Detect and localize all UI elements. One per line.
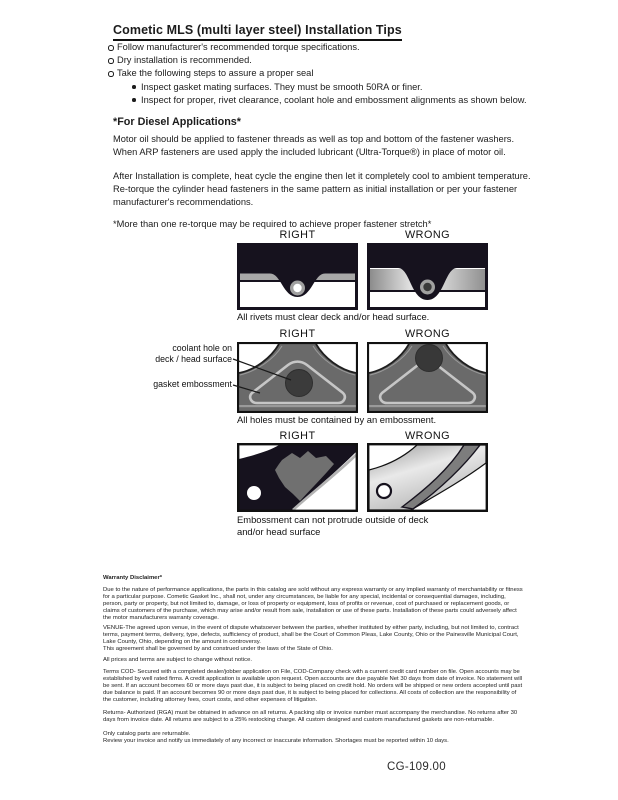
row2-wrong-label: WRONG [404, 328, 451, 340]
tip-text: Dry installation is recommended. [117, 55, 252, 66]
caption-holes: All holes must be contained by an embossment. [237, 414, 437, 425]
tip-subitem [132, 81, 548, 94]
dot-bullet-icon [132, 98, 136, 102]
protrude-wrong-illustration [367, 443, 488, 512]
tip-text: Inspect for proper, rivet clearance, coolant hole and embossment alignments as shown below. [141, 94, 527, 105]
rivet-right-illustration [237, 243, 358, 310]
tip-item [108, 67, 548, 80]
diagram-rivet-right [237, 243, 358, 310]
review-invoice-text: Review your invoice and notify us immediately of any incorrect or inaccurate information. Shortages must be reported within 10 days. [103, 738, 449, 745]
tip-subitem [132, 94, 548, 107]
footer-part-number: CG-109.00 [387, 761, 446, 773]
rivet-wrong-illustration [367, 243, 488, 310]
caption-protrude [237, 514, 428, 537]
dot-bullet-icon [132, 85, 136, 89]
embossment-right-illustration [237, 342, 358, 413]
installation-tips-list [108, 41, 548, 107]
diagram-protrude-right [237, 443, 358, 512]
row3-right-label: RIGHT [279, 430, 316, 442]
embossment-wrong-illustration [367, 342, 488, 413]
diesel-para-2: After Installation is complete, heat cycle the engine then let it completely cool to ambient temperature. Re-torque the cylinder head fasteners in the same pattern as initial installation or per your fastener manufacturer's recommendations. [113, 171, 531, 207]
warranty-catalog-note [103, 731, 523, 745]
circle-bullet-icon [108, 45, 114, 51]
diagram-embossment-right [237, 342, 358, 413]
retorque-note: *More than one re-torque may be required to achieve proper fastener stretch* [113, 219, 432, 229]
diagram-rivet-wrong [367, 243, 488, 310]
circle-bullet-icon [108, 71, 114, 77]
catalog-returnable-text: Only catalog parts are returnable. [103, 731, 191, 737]
page-title: Cometic MLS (multi layer steel) Installation Tips [113, 23, 402, 41]
caption-rivets: All rivets must clear deck and/or head surface. [237, 311, 430, 322]
tip-text: Inspect gasket mating surfaces. They must be smooth 50RA or finer. [141, 81, 423, 92]
warranty-prices: All prices and terms are subject to change without notice. [103, 657, 252, 663]
circle-bullet-icon [108, 58, 114, 64]
callout-gasket-embossment: gasket embossment [153, 379, 232, 389]
diesel-para-1: Motor oil should be applied to fastener threads as well as top and bottom of the fastener washers. When ARP fasteners are used apply the included lubricant (Ultra-Torque®) in place of motor oil. [113, 134, 515, 157]
tip-item [108, 41, 548, 54]
callout-text: deck / head surface [155, 354, 232, 364]
row2-right-label: RIGHT [279, 328, 316, 340]
callout-text: coolant hole on [172, 343, 232, 353]
warranty-terms: Terms COD- Secured with a completed dealer/jobber application on File, COD-Company check with a current credit card number on file. Open accounts may be established by well rated firms. A credit application is available upon request. Open accounts are due payable Net 30 days from date of invoice. No statement will be sent. If an account becomes 60 or more days past due, it is subject to being placed on credit hold. No orders will be shipped or new orders accepted until past due balance is paid. If an account becomes 90 or more days past due, it is subject to being placed for collections. All costs of collection are the responsibility of the customer, including attorney fees, court costs, and other expenses of litigation. [103, 669, 523, 704]
callout-coolant-hole [108, 343, 232, 365]
row3-wrong-label: WRONG [404, 430, 451, 442]
diagram-embossment-wrong [367, 342, 488, 413]
protrude-right-illustration [237, 443, 358, 512]
row1-right-label: RIGHT [279, 229, 316, 241]
warranty-disclaimer: Due to the nature of performance applications, the parts in this catalog are sold without any express warranty or any implied warranty of merchantability or fitness for a particular purpose. Cometic Gasket Inc., shall not, under any circumstances, be liable for any special, incidental or consequential damages, including, person, party or property, but not limited to, damage, or loss of property or equipment, loss of profits or revenue, cost of purchased or replacement goods, or claims of customers of the purchase, which may arise and/or result from sale, installation or use of these parts. Installation of these parts could adversely affect the motor manufacturers warranty coverage. [103, 587, 523, 622]
warranty-returns: Returns- Authorized (RGA) must be obtained in advance on all returns. A packing slip or invoice number must accompany the merchandise. No returns after 30 days from invoice date. All returns are subject to a 25% restocking charge. All custom designed and custom manufactured gaskets are non-returnable. [103, 710, 518, 724]
diagram-protrude-wrong [367, 443, 488, 512]
tip-item [108, 54, 548, 67]
warranty-heading: Warranty Disclaimer* [103, 575, 163, 581]
governing-law-text: This agreement shall be governed by and construed under the laws of the State of Ohio. [103, 646, 333, 653]
venue-text: VENUE-The agreed upon venue, in the event of dispute whatsoever between the parties, whether instituted by either party, including, but not limited to, contract terms, payment terms, delivery, type, defects, sufficiency of product, shall be the Court of Common Pleas, Lake County, Ohio or the Painesville Municipal Court, Lake County, Ohio, depending on the amount in controversy. [103, 625, 519, 646]
tip-text: Take the following steps to assure a proper seal [117, 68, 314, 79]
row1-wrong-label: WRONG [404, 229, 451, 241]
caption-line: and/or head surface [237, 525, 321, 537]
diesel-heading: *For Diesel Applications* [113, 116, 241, 128]
warranty-venue [103, 625, 523, 653]
caption-line: Embossment can not protrude outside of deck [237, 514, 429, 525]
tip-text: Follow manufacturer's recommended torque specifications. [117, 42, 360, 52]
